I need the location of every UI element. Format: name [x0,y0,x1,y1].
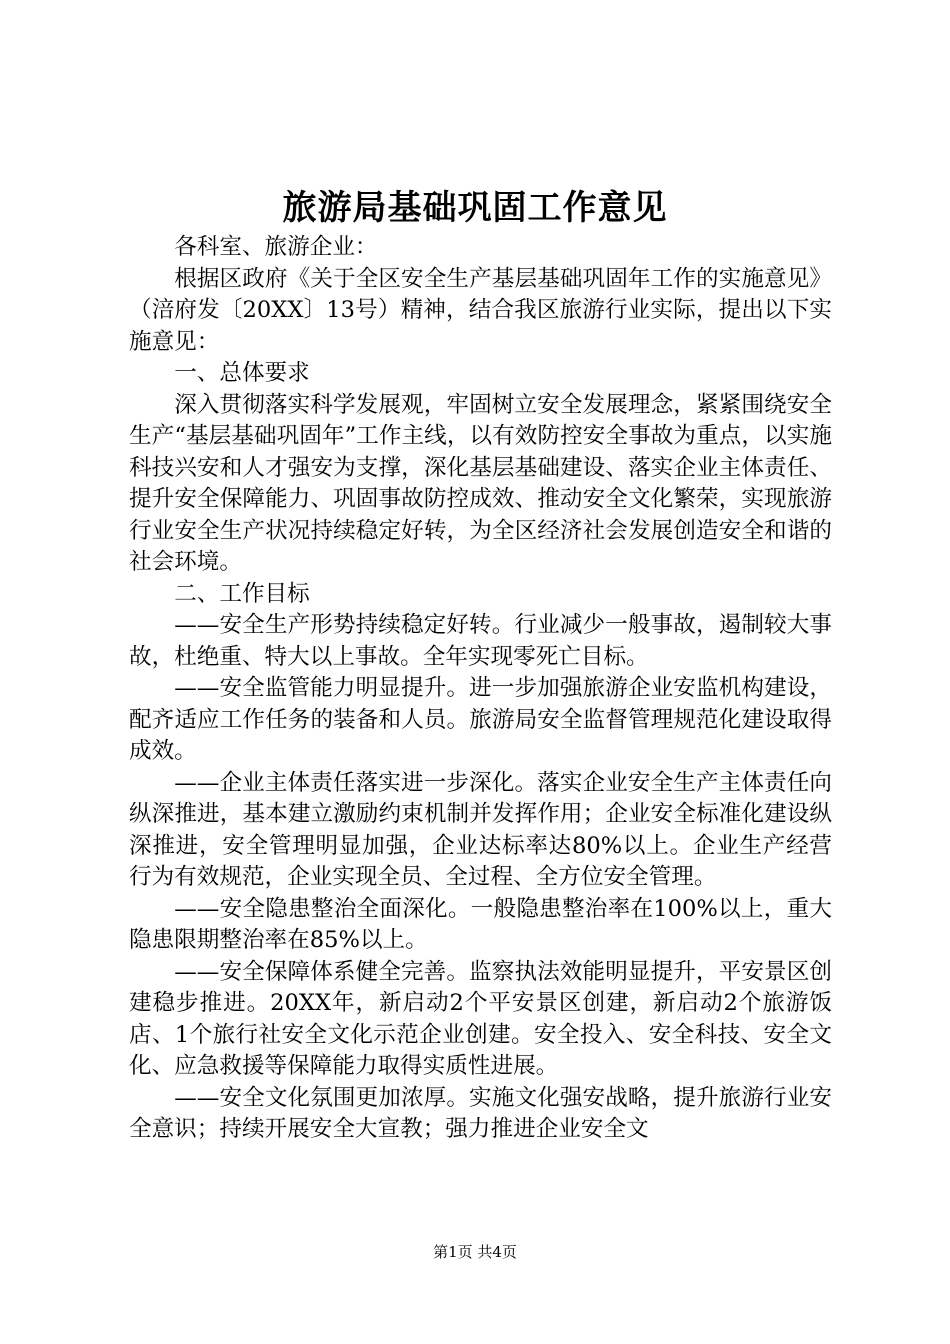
goal-paragraph-safety-culture: ——安全文化氛围更加浓厚。实施文化强安战略，提升旅游行业安全意识；持续开展安全大宣教；强力推进企业安全文 [129,1084,832,1142]
goal-paragraph-safety-situation: ——安全生产形势持续稳定好转。行业减少一般事故，遏制较大事故，杜绝重、特大以上事故。全年实现零死亡目标。 [129,612,832,670]
document-body [129,232,832,1146]
goal-paragraph-hazard-rectification: ——安全隐患整治全面深化。一般隐患整治率在100%以上，重大隐患限期整治率在85%以上。 [129,895,832,953]
intro-paragraph: 根据区政府《关于全区安全生产基层基础巩固年工作的实施意见》（涪府发〔20XX〕13号）精神，结合我区旅游行业实际，提出以下实施意见： [129,265,832,355]
section-heading-general: 一、总体要求 [174,360,310,386]
goal-paragraph-enterprise-responsibility: ——企业主体责任落实进一步深化。落实企业安全生产主体责任向纵深推进，基本建立激励约束机制并发挥作用；企业安全标准化建设纵深推进，安全管理明显加强，企业达标率达80%以上。企业生产经营行为有效规范，企业实现全员、全过程、全方位安全管理。 [129,769,832,890]
salutation-paragraph: 各科室、旅游企业： [174,234,378,260]
page-footer: 第1页 共4页 [433,1243,517,1261]
general-requirements-paragraph: 深入贯彻落实科学发展观，牢固树立安全发展理念，紧紧围绕安全生产“基层基础巩固年”工作主线，以有效防控安全事故为重点，以实施科技兴安和人才强安为支撑，深化基层基础建设、落实企业主体责任、提升安全保障能力、巩固事故防控成效、推动安全文化繁荣，实现旅游行业安全生产状况持续稳定好转，为全区经济社会发展创造安全和谐的社会环境。 [129,391,832,575]
section-heading-goals: 二、工作目标 [174,580,310,607]
goal-paragraph-supervision: ——安全监管能力明显提升。进一步加强旅游企业安监机构建设，配齐适应工作任务的装备和人员。旅游局安全监督管理规范化建设取得成效。 [129,675,832,764]
goal-paragraph-safety-guarantee: ——安全保障体系健全完善。监察执法效能明显提升，平安景区创建稳步推进。20XX年，新启动2个平安景区创建，新启动2个旅游饭店、1个旅行社安全文化示范企业创建。安全投入、安全科技、安全文化、应急救援等保障能力取得实质性进展。 [129,958,832,1079]
document-title: 旅游局基础巩固工作意见 [282,188,668,228]
